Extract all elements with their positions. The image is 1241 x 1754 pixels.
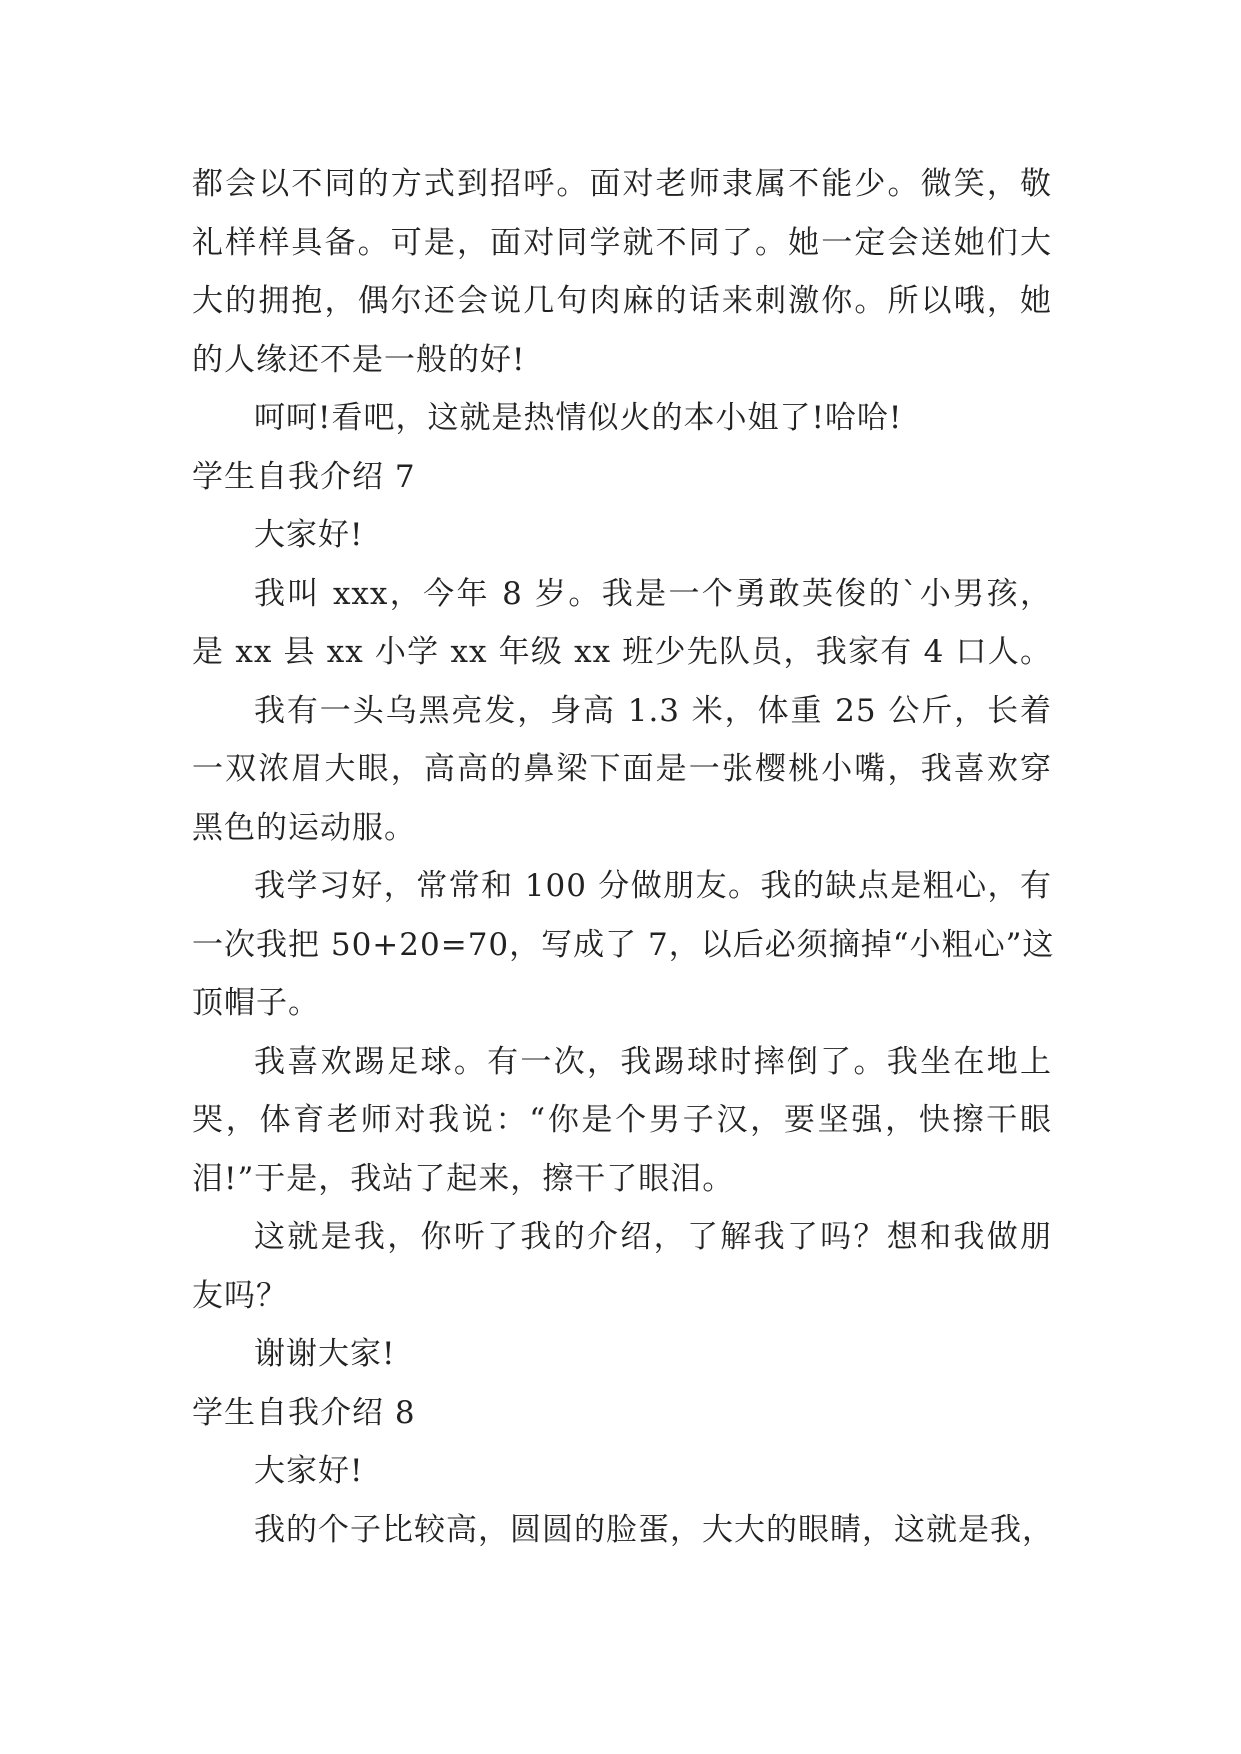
section-heading: 学生自我介绍 8 <box>192 1394 416 1431</box>
text-line: 大的拥抱，偶尔还会说几句肉麻的话来刺激你。所以哦，她 <box>192 283 1052 319</box>
text-line: 一双浓眉大眼，高高的鼻梁下面是一张樱桃小嘴，我喜欢穿 <box>192 751 1052 787</box>
text-line: 我学习好，常常和 100 分做朋友。我的缺点是粗心，有 <box>254 868 1052 904</box>
text-line: 都会以不同的方式到招呼。面对老师隶属不能少。微笑，敬 <box>192 166 1052 202</box>
text-line: 顶帽子。 <box>192 985 320 1021</box>
text-line: 是 xx 县 xx 小学 xx 年级 xx 班少先队员，我家有 4 口人。 <box>192 634 1052 670</box>
text-line: 大家好! <box>254 517 364 553</box>
text-line: 呵呵!看吧，这就是热情似火的本小姐了!哈哈! <box>254 400 903 436</box>
text-line: 的人缘还不是一般的好! <box>192 341 526 378</box>
text-line: 黑色的运动服。 <box>192 809 416 846</box>
text-line: 泪!”于是，我站了起来，擦干了眼泪。 <box>192 1160 735 1197</box>
text-line: 我叫 xxx，今年 8 岁。我是一个勇敢英俊的`小男孩， <box>254 575 1052 612</box>
section-heading: 学生自我介绍 7 <box>192 458 416 495</box>
text-line: 礼样样具备。可是，面对同学就不同了。她一定会送她们大 <box>192 224 1052 261</box>
text-line: 这就是我，你听了我的介绍，了解我了吗？想和我做朋 <box>254 1219 1052 1255</box>
text-line: 我的个子比较高，圆圆的脸蛋，大大的眼睛，这就是我， <box>254 1511 1054 1548</box>
document-body <box>192 155 1055 1559</box>
text-line: 哭，体育老师对我说：“你是个男子汉，要坚强，快擦干眼 <box>192 1102 1052 1138</box>
text-line: 友吗？ <box>192 1277 288 1314</box>
text-line: 大家好! <box>254 1453 364 1489</box>
text-line: 我有一头乌黑亮发，身高 1.3 米，体重 25 公斤，长着 <box>254 692 1052 729</box>
text-line: 我喜欢踢足球。有一次，我踢球时摔倒了。我坐在地上 <box>254 1043 1052 1080</box>
text-line: 一次我把 50+20=70，写成了 7，以后必须摘掉“小粗心”这 <box>192 926 1055 963</box>
text-line: 谢谢大家! <box>254 1336 396 1372</box>
